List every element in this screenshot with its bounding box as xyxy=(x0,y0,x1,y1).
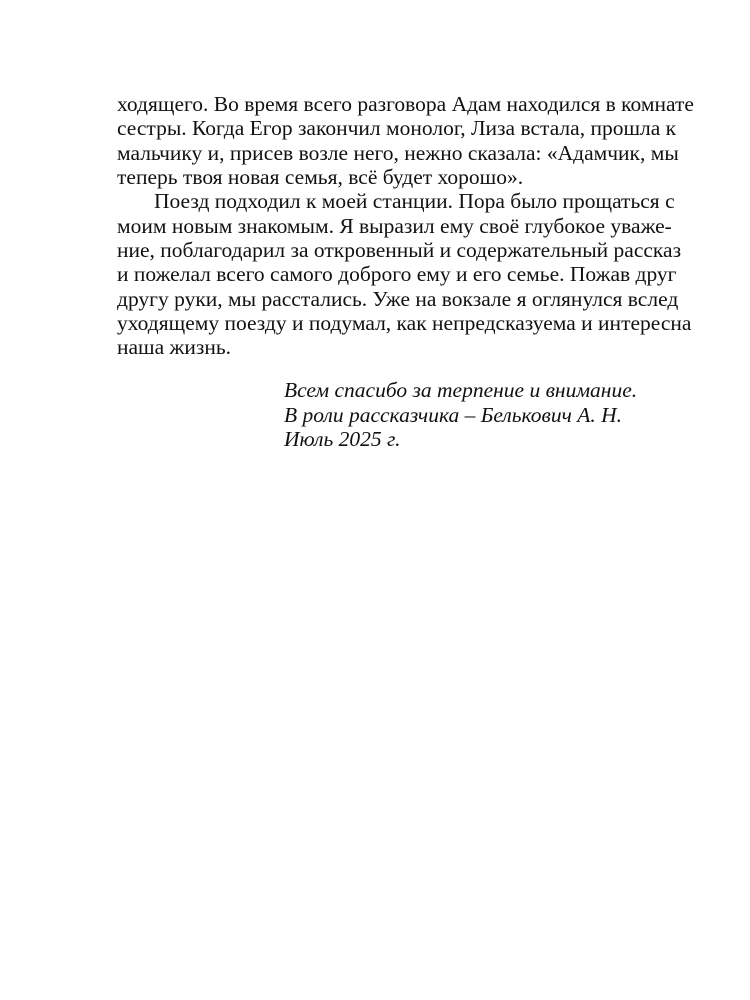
paragraph-1 xyxy=(117,92,694,190)
paragraph-line: ние, поблагодарил за откровенный и содержательный рассказ xyxy=(117,238,682,263)
paragraph-line: теперь твоя новая семья, всё будет хорошо». xyxy=(117,165,524,190)
paragraph-line: мальчику и, присев возле него, нежно сказала: «Адамчик, мы xyxy=(117,140,679,165)
signature-block xyxy=(284,378,684,452)
narrator-line: В роли рассказчика – Белькович А. Н. xyxy=(284,402,623,427)
paragraph-2 xyxy=(117,189,692,360)
paragraph-line: сестры. Когда Егор закончил монолог, Лиза встала, прошла к xyxy=(117,116,677,141)
paragraph-line: и пожелал всего самого доброго ему и его семье. Пожав друг xyxy=(117,262,677,287)
paragraph-line: другу руки, мы расстались. Уже на вокзале я оглянулся вслед xyxy=(117,286,679,311)
date-line: Июль 2025 г. xyxy=(284,427,401,451)
paragraph-line: наша жизнь. xyxy=(117,335,232,360)
paragraph-line: уходящему поезду и подумал, как непредсказуема и интересна xyxy=(117,311,692,336)
thanks-line: Всем спасибо за терпение и внимание. xyxy=(284,378,638,402)
body-text xyxy=(117,92,694,360)
paragraph-line: Поезд подходил к моей станции. Пора было прощаться с xyxy=(154,189,675,214)
paragraph-line: ходящего. Во время всего разговора Адам находился в комнате xyxy=(117,92,694,116)
paragraph-line: моим новым знакомым. Я выразил ему своё глубокое уваже- xyxy=(117,213,672,238)
